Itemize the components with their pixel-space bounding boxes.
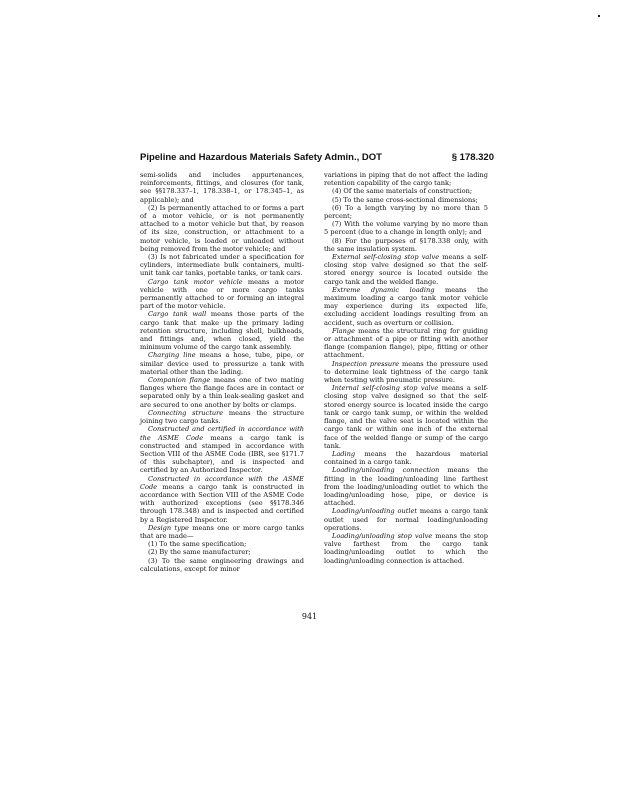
paragraph-text: means those parts of the cargo tank that make up the primary lading retention structure, including shell, bulkheads, and fittings and, when closed, yield the minimum volume of the cargo tank assembly. [140, 310, 304, 352]
paragraph [324, 450, 488, 466]
paragraph [140, 425, 304, 474]
paragraph [140, 557, 304, 573]
paragraph [140, 524, 304, 540]
paragraph [324, 253, 488, 286]
paragraph [140, 475, 304, 524]
paragraph-text: (7) With the volume varying by no more than 5 percent (due to a change in length only); and [324, 220, 488, 237]
defined-term: Loading/unloading stop valve [332, 531, 433, 540]
paragraph-text: (3) Is not fabricated under a specification for cylinders, intermediate bulk containers, multi-unit tank car tanks, portable tanks, or tank cars. [140, 253, 304, 278]
defined-term: Lading [332, 449, 356, 458]
paragraph-text: means the stop valve farthest from the cargo tank loading/unloading outlet to which the loading/unloading connection is attached. [324, 531, 488, 565]
paragraph [324, 220, 488, 236]
paragraph [140, 351, 304, 376]
defined-term: Extreme dynamic loading [332, 285, 435, 294]
paragraph-text: means the pressure used to determine leak tightness of the cargo tank when testing with pneumatic pressure. [324, 359, 488, 385]
paragraph [324, 466, 488, 507]
right-column [324, 171, 488, 565]
paragraph [140, 278, 304, 311]
defined-term: Constructed and certified in accordance with the ASME Code [140, 425, 304, 442]
paragraph-text: means a motor vehicle with one or more cargo tanks permanently attached to or forming an integral part of the motor vehicle. [140, 277, 304, 311]
paragraph-text: means a hose, tube, pipe, or similar device used to pressurize a tank with material other than the lading. [140, 351, 305, 376]
left-column [140, 171, 304, 573]
paragraph-text: means a cargo tank is constructed in accordance with Section VIII of the ASME Code with authorized exceptions (see §§178.346 through 178.348) and is inspected and certified by a Registered Inspector. [140, 482, 304, 524]
defined-term: Connecting structure [148, 408, 224, 417]
paragraph-text: (2) By the same manufacturer; [148, 548, 251, 557]
header-title: Pipeline and Hazardous Materials Safety Admin., DOT [140, 152, 382, 163]
paragraph [140, 204, 304, 253]
page-number: 941 [301, 612, 318, 621]
paragraph-text: (1) To the same specification; [148, 540, 247, 549]
paragraph [324, 187, 488, 195]
defined-term: Internal self-closing stop valve [332, 384, 439, 393]
paragraph [324, 171, 488, 187]
defined-term: Constructed in accordance with the ASME Code [140, 474, 304, 491]
paragraph-text: means the structural ring for guiding or attachment of a pipe or fitting with another flange (companion flange), pipe, fitting or other attachment. [324, 326, 488, 360]
paragraph [324, 384, 488, 450]
header-section: § 178.320 [451, 152, 494, 163]
paragraph [324, 237, 488, 253]
paragraph-text: variations in piping that do not affect the lading retention capability of the cargo tank; [324, 171, 488, 188]
scan-speck [598, 15, 600, 17]
paragraph-text: (5) To the same cross-sectional dimensions; [332, 195, 478, 204]
paragraph [324, 532, 488, 565]
paragraph-text: (4) Of the same materials of construction; [332, 187, 473, 196]
paragraph [140, 171, 304, 204]
paragraph-text: means the maximum loading a cargo tank motor vehicle may experience during its expected life, excluding accident loadings resulting from an accident, such as overturn or collision. [324, 285, 488, 327]
paragraph [324, 360, 488, 385]
paragraph [324, 507, 488, 532]
defined-term: Cargo tank motor vehicle [148, 277, 243, 286]
paragraph-text: means a cargo tank outlet used for normal loading/unloading operations. [324, 507, 488, 532]
paragraph-text: (8) For the purposes of §178.338 only, with the same insulation system. [324, 236, 488, 253]
defined-term: External self-closing stop valve [332, 253, 440, 262]
defined-term: Loading/unloading connection [332, 466, 440, 475]
defined-term: Design type [148, 523, 189, 532]
paragraph-text: means a self-closing stop valve designed so that the self-stored energy source is located outside the cargo tank and the welded flange. [324, 253, 488, 286]
paragraph-text: semi-solids and includes appurtenances, reinforcements, fittings, and closures (for tank, see §§178.337–1, 178.338–1, or 178.345–1, as applicable); and [140, 171, 304, 204]
defined-term: Cargo tank wall [148, 310, 207, 319]
paragraph [324, 204, 488, 220]
paragraph [324, 196, 488, 204]
defined-term: Inspection pressure [332, 359, 400, 368]
paragraph-text: (2) Is permanently attached to or forms a part of a motor vehicle, or is not permanently attached to a motor vehicle but that, by reason of its size, construction, or attachment to a motor vehicle, is loaded or unloaded without being removed from the motor vehicle; and [140, 203, 304, 253]
paragraph-text: means a self-closing stop valve designed so that the self-stored energy source is located inside the cargo tank or cargo tank sump, or within the welded flange, and the valve seat is located within the cargo tank or within one inch of the external face of the welded flange or sump of the cargo tank. [324, 384, 489, 450]
paragraph [140, 310, 304, 351]
paragraph [324, 327, 488, 360]
running-header [140, 152, 494, 166]
paragraph-text: (6) To a length varying by no more than 5 percent; [324, 203, 488, 221]
defined-term: Charging line [148, 351, 196, 360]
defined-term: Loading/unloading outlet [332, 507, 418, 516]
defined-term: Companion flange [148, 376, 211, 385]
paragraph [140, 253, 304, 278]
paragraph [140, 540, 304, 548]
paragraph-text: means the fitting in the loading/unloading line farthest from the loading/unloading outlet to which the loading/unloading hose, pipe, or device is attached. [324, 466, 488, 508]
paragraph-text: means a cargo tank is constructed and stamped in accordance with Section VIII of the ASME Code (IBR, see §171.7 of this subchapter), and is inspected and certified by an Authorized Inspector. [140, 433, 304, 475]
paragraph [140, 409, 304, 425]
paragraph-text: means the hazardous material contained in a cargo tank. [324, 449, 488, 467]
defined-term: Flange [332, 326, 355, 335]
paragraph-text: means one of two mating flanges where the flange faces are in contact or separated only by a thin leak-sealing gasket and are secured to one another by bolts or clamps. [140, 376, 304, 409]
paragraph [140, 548, 304, 556]
paragraph [324, 286, 488, 327]
paragraph-text: means the structure joining two cargo tanks. [140, 408, 304, 426]
paragraph [140, 376, 304, 409]
paragraph-text: (3) To the same engineering drawings and calculations, except for minor [140, 556, 304, 573]
paragraph-text: means one or more cargo tanks that are made— [140, 523, 305, 540]
